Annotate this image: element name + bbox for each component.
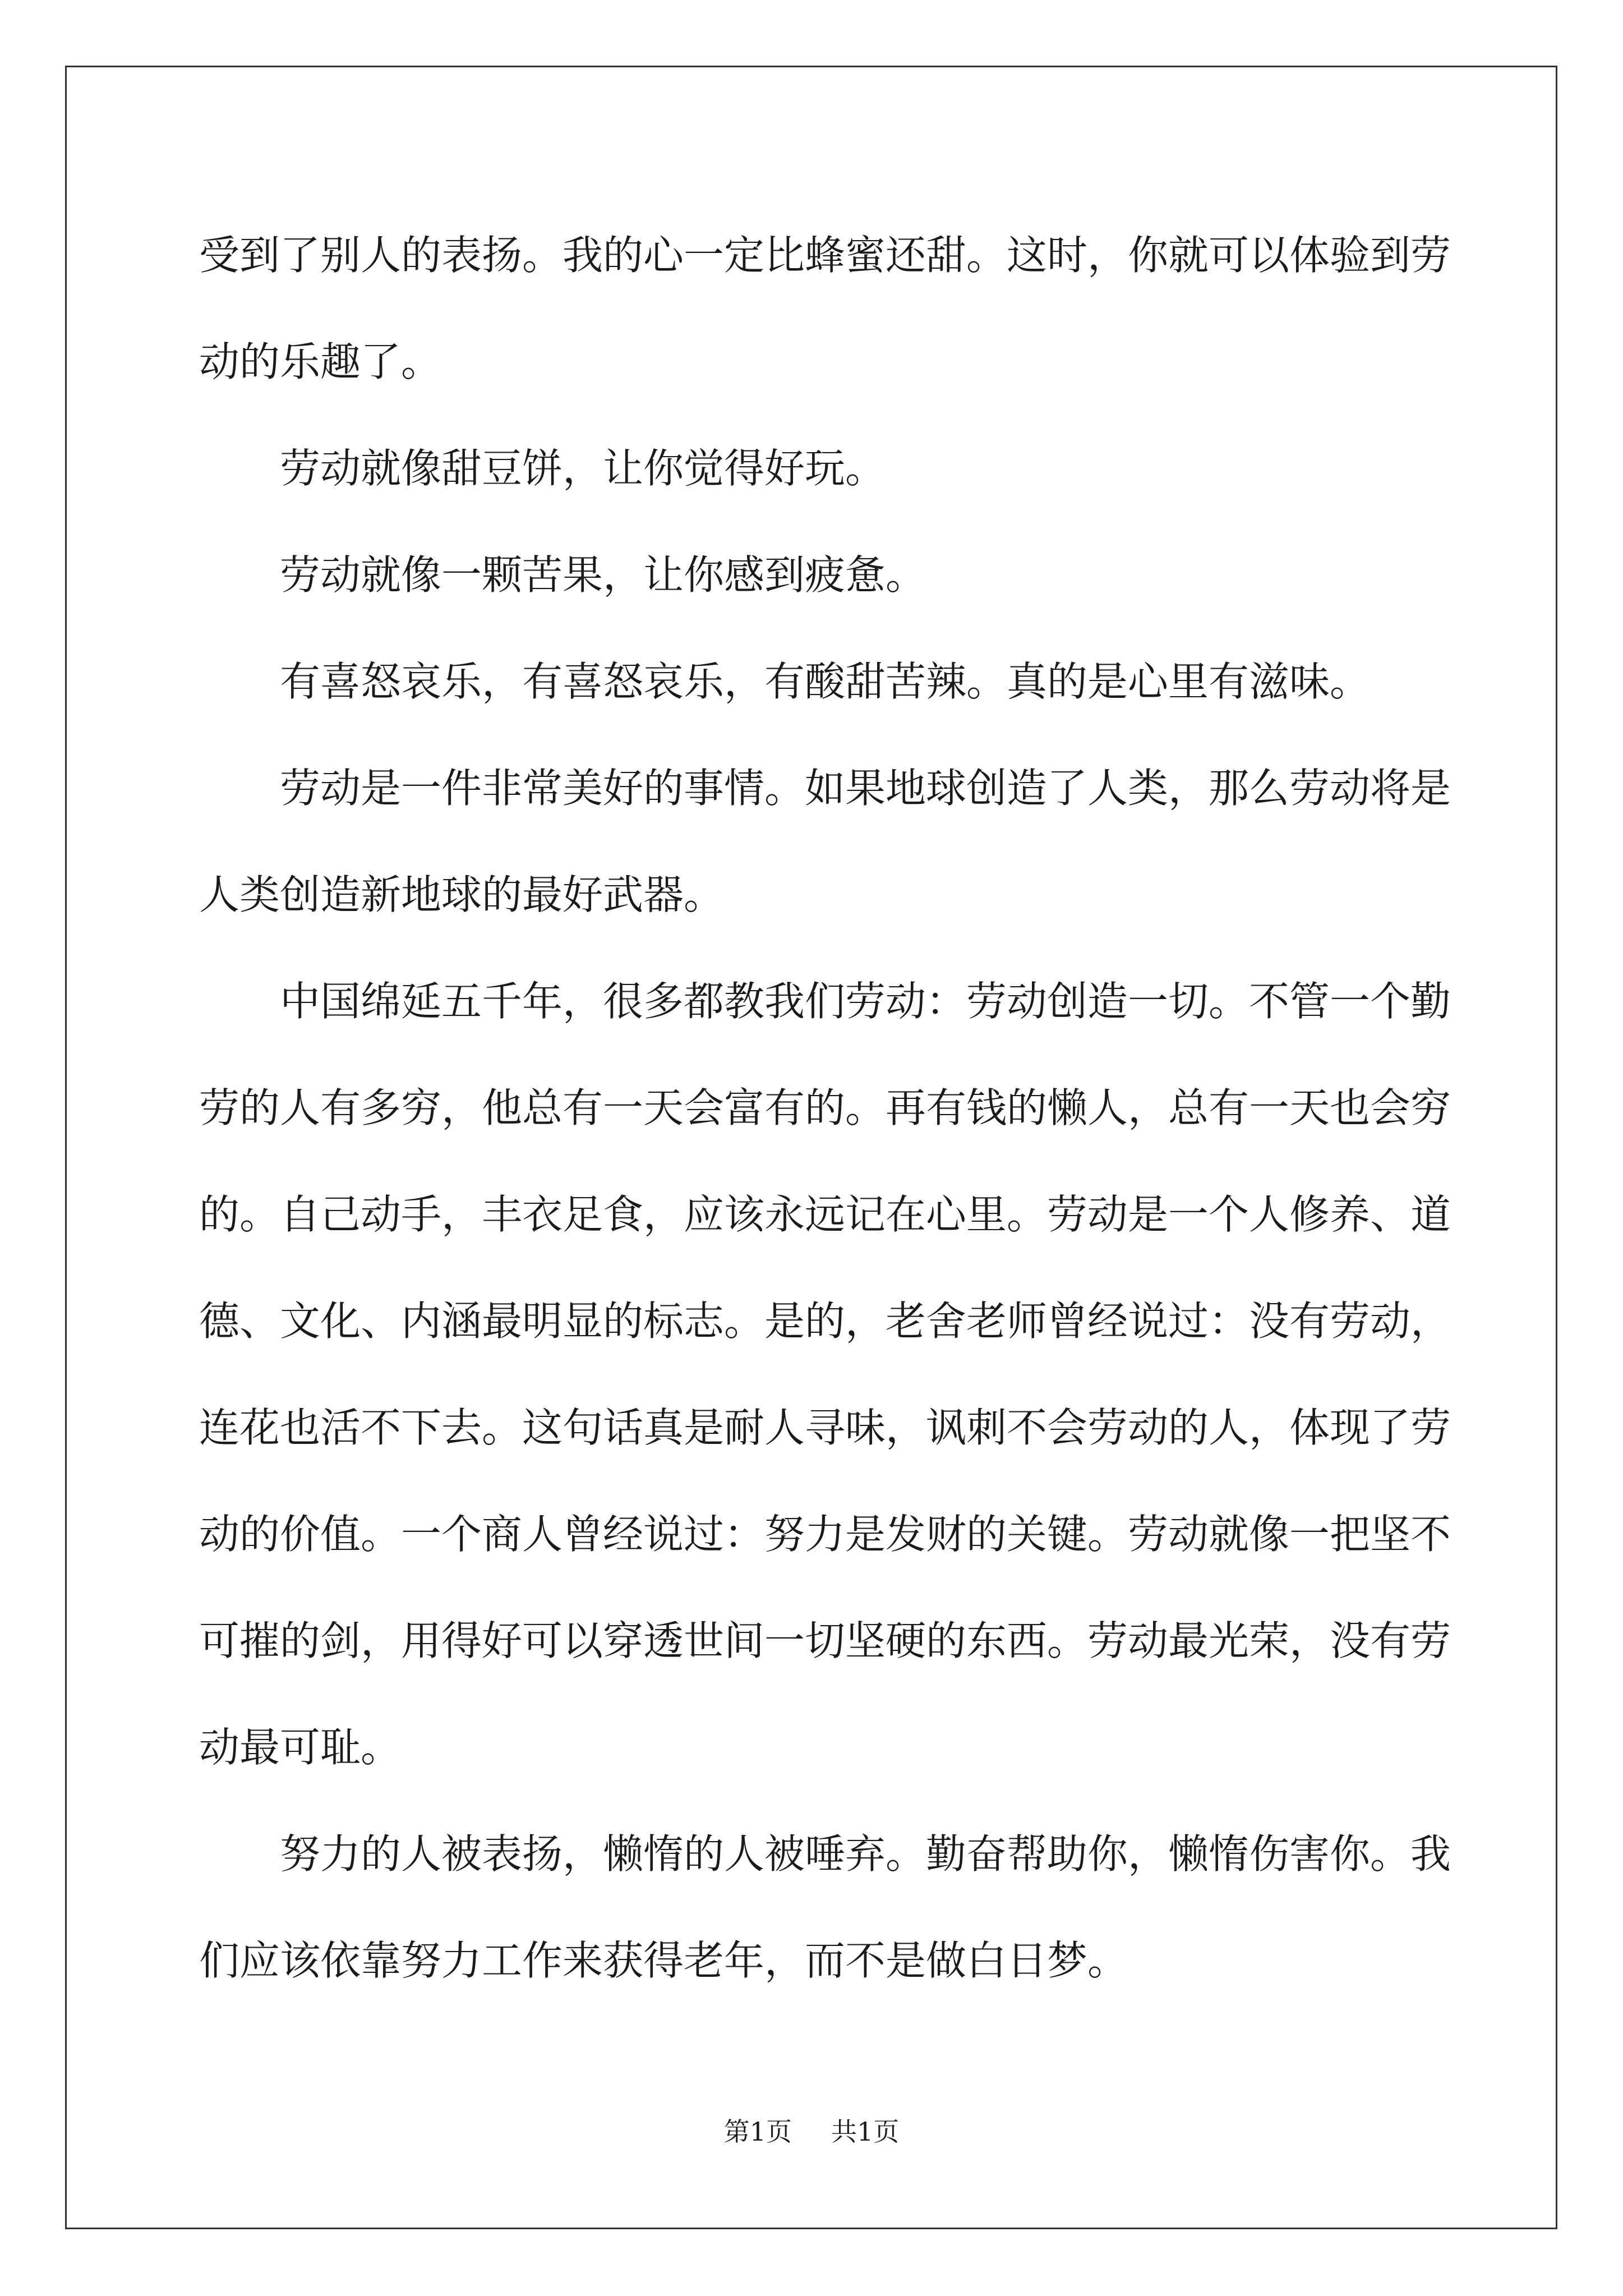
document-body (199, 202, 1461, 2014)
paragraph-2: 劳动就像甜豆饼，让你觉得好玩。 (199, 445, 886, 492)
page-number: 第1页 (723, 2116, 792, 2147)
paragraph-1: 受到了别人的表扬。我的心一定比蜂蜜还甜。这时，你就可以体验到劳动的乐趣了。 (199, 232, 1451, 385)
paragraph-5: 劳动是一件非常美好的事情。如果地球创造了人类，那么劳动将是人类创造新地球的最好武器。 (199, 765, 1451, 918)
paragraph-4: 有喜怒哀乐，有喜怒哀乐，有酸甜苦辣。真的是心里有滋味。 (199, 658, 1371, 705)
page-total: 共1页 (831, 2116, 900, 2147)
paragraph-7: 努力的人被表扬，懒惰的人被唾弃。勤奋帮助你，懒惰伤害你。我们应该依靠努力工作来获得老年，而不是做白日梦。 (199, 1830, 1451, 1984)
page-footer (0, 2115, 1623, 2148)
paragraph-3: 劳动就像一颗苦果，让你感到疲惫。 (199, 551, 926, 599)
paragraph-6: 中国绵延五千年，很多都教我们劳动：劳动创造一切。不管一个勤劳的人有多穷，他总有一天会富有的。再有钱的懒人，总有一天也会穷的。自己动手，丰衣足食，应该永远记在心里。劳动是一个人修养、道德、文化、内涵最明显的标志。是的，老舍老师曾经说过：没有劳动，连花也活不下去。这句话真是耐人寻味，讽刺不会劳动的人，体现了劳动的价值。一个商人曾经说过：努力是发财的关键。劳动就像一把坚不可摧的剑，用得好可以穿透世间一切坚硬的东西。劳动最光荣，没有劳动最可耻。 (199, 978, 1451, 1771)
